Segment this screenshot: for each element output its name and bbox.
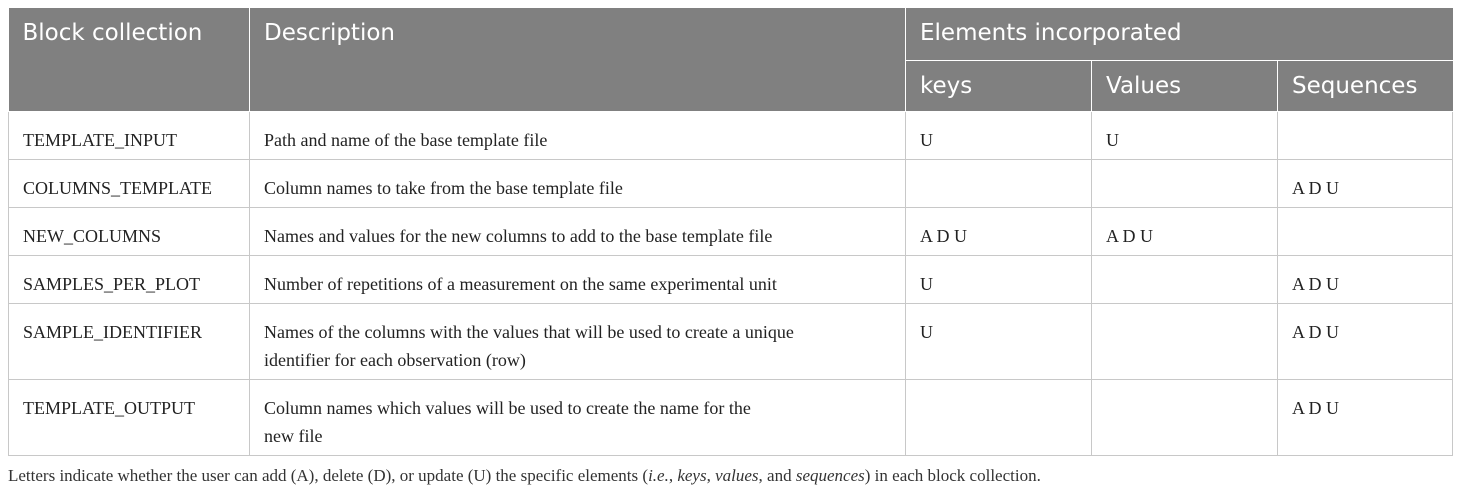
- cell-description: [250, 379, 906, 455]
- cell-block: NEW_COLUMNS: [9, 207, 250, 255]
- cell-description: [250, 207, 906, 255]
- cell-keys: [906, 379, 1092, 455]
- caption-sequences: sequences: [795, 466, 865, 485]
- caption-values: values: [715, 466, 759, 485]
- table-row: [9, 159, 1453, 207]
- cell-keys: [906, 159, 1092, 207]
- header-row-top: [9, 8, 1453, 60]
- header-elements-incorporated: Elements incorporated: [906, 8, 1453, 60]
- table-row: [9, 379, 1453, 455]
- cell-values: A D U: [1092, 207, 1278, 255]
- header-description: Description: [250, 8, 906, 111]
- description-line: Path and name of the base template file: [264, 129, 548, 150]
- caption-ie: i.e.: [648, 466, 669, 485]
- cell-values: [1092, 255, 1278, 303]
- cell-sequences: A D U: [1278, 159, 1453, 207]
- caption-separator: ,: [668, 466, 678, 485]
- cell-values: [1092, 379, 1278, 455]
- block-collection-table: [8, 8, 1453, 456]
- header-block-collection: Block collection: [9, 8, 250, 111]
- description-line: Names and values for the new columns to add to the base template file: [264, 225, 773, 246]
- table-row: [9, 303, 1453, 379]
- header-keys: keys: [906, 60, 1092, 111]
- cell-block: SAMPLES_PER_PLOT: [9, 255, 250, 303]
- caption-text-end: ) in each block collection.: [864, 466, 1041, 485]
- cell-description: [250, 255, 906, 303]
- table-row: [9, 207, 1453, 255]
- description-line: Column names which values will be used to create the name for the: [264, 397, 751, 418]
- cell-keys: U: [906, 111, 1092, 159]
- cell-keys: U: [906, 255, 1092, 303]
- cell-block: TEMPLATE_INPUT: [9, 111, 250, 159]
- description-line: Names of the columns with the values that will be used to create a unique: [264, 321, 794, 342]
- cell-description: [250, 159, 906, 207]
- cell-values: U: [1092, 111, 1278, 159]
- description-line: identifier for each observation (row): [264, 349, 526, 370]
- table-row: [9, 255, 1453, 303]
- cell-sequences: [1278, 111, 1453, 159]
- cell-block: SAMPLE_IDENTIFIER: [9, 303, 250, 379]
- header-values: Values: [1092, 60, 1278, 111]
- cell-sequences: A D U: [1278, 255, 1453, 303]
- cell-description: [250, 111, 906, 159]
- table-caption: [8, 466, 1041, 486]
- description-line: Column names to take from the base template file: [264, 177, 623, 198]
- cell-values: [1092, 159, 1278, 207]
- caption-separator: , and: [758, 466, 796, 485]
- header-sequences: Sequences: [1278, 60, 1453, 111]
- description-line: Number of repetitions of a measurement on the same experimental unit: [264, 273, 777, 294]
- cell-sequences: A D U: [1278, 379, 1453, 455]
- caption-text-start: Letters indicate whether the user can add (A), delete (D), or update (U) the specific elements (: [8, 466, 649, 485]
- cell-keys: A D U: [906, 207, 1092, 255]
- cell-values: [1092, 303, 1278, 379]
- block-collection-table-wrapper: [8, 8, 1452, 456]
- cell-sequences: A D U: [1278, 303, 1453, 379]
- cell-block: COLUMNS_TEMPLATE: [9, 159, 250, 207]
- cell-keys: U: [906, 303, 1092, 379]
- cell-sequences: [1278, 207, 1453, 255]
- cell-block: TEMPLATE_OUTPUT: [9, 379, 250, 455]
- table-row: [9, 111, 1453, 159]
- description-line: new file: [264, 425, 323, 446]
- caption-keys: keys: [677, 466, 707, 485]
- caption-separator: ,: [706, 466, 716, 485]
- cell-description: [250, 303, 906, 379]
